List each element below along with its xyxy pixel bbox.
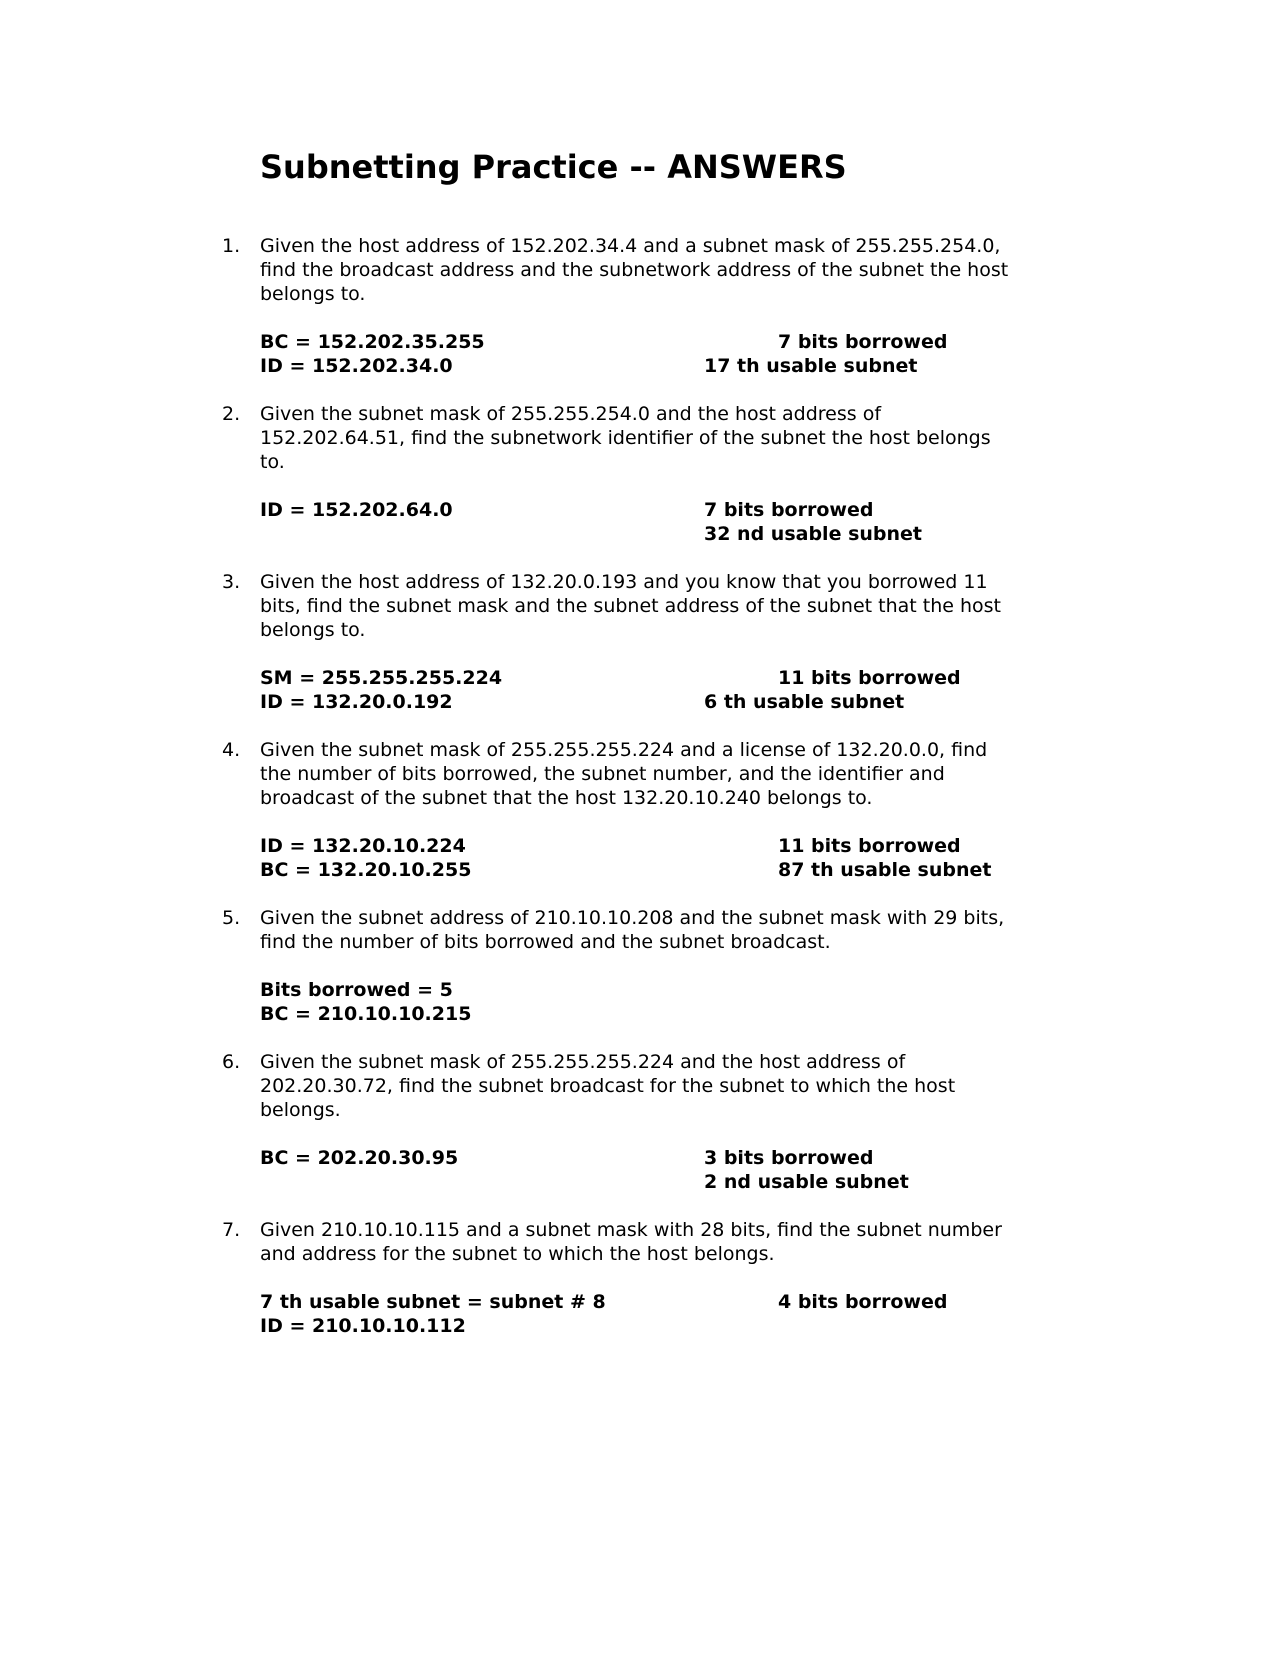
answer-bc: BC = 152.202.35.255 bbox=[260, 331, 485, 353]
question-line: Given 210.10.10.115 and a subnet mask with 28 bits, find the subnet number bbox=[260, 1219, 1002, 1241]
question-line: Given the host address of 152.202.34.4 and a subnet mask of 255.255.254.0, bbox=[260, 235, 1001, 257]
answer-usable-subnet: 7 th usable subnet = subnet # 8 bbox=[260, 1291, 606, 1313]
question-line: Given the subnet mask of 255.255.254.0 and the host address of bbox=[260, 403, 882, 425]
question-line: Given the host address of 132.20.0.193 and you know that you borrowed 11 bbox=[260, 571, 988, 593]
bits-borrowed: 7 bits borrowed bbox=[704, 499, 874, 521]
question-number: 2. bbox=[222, 403, 241, 425]
answer-bc: BC = 132.20.10.255 bbox=[260, 859, 472, 881]
question-text bbox=[260, 402, 991, 474]
question-text bbox=[260, 738, 987, 810]
answer-bc: BC = 210.10.10.215 bbox=[260, 1003, 472, 1025]
question-number: 3. bbox=[222, 571, 241, 593]
question-line: find the broadcast address and the subnetwork address of the subnet the host bbox=[260, 259, 1009, 281]
bits-borrowed: 11 bits borrowed bbox=[778, 667, 961, 689]
question-text bbox=[260, 906, 1004, 954]
bits-borrowed: 11 bits borrowed bbox=[778, 835, 961, 857]
question-line: to. bbox=[260, 451, 285, 473]
answer-bc: BC = 202.20.30.95 bbox=[260, 1147, 459, 1169]
answer-id: ID = 132.20.10.224 bbox=[260, 835, 466, 857]
bits-borrowed: 4 bits borrowed bbox=[778, 1291, 948, 1313]
question-line: the number of bits borrowed, the subnet number, and the identifier and bbox=[260, 763, 945, 785]
question-line: belongs. bbox=[260, 1099, 341, 1121]
answer-id: ID = 132.20.0.192 bbox=[260, 691, 453, 713]
question-line: 202.20.30.72, find the subnet broadcast for the subnet to which the host bbox=[260, 1075, 956, 1097]
question-line: Given the subnet address of 210.10.10.208 and the subnet mask with 29 bits, bbox=[260, 907, 1005, 929]
answer-bits-borrowed: Bits borrowed = 5 bbox=[260, 979, 453, 1001]
question-line: Given the subnet mask of 255.255.255.224 and the host address of bbox=[260, 1051, 906, 1073]
answer-id: ID = 152.202.34.0 bbox=[260, 355, 453, 377]
question-number: 7. bbox=[222, 1219, 241, 1241]
usable-subnet: 6 th usable subnet bbox=[704, 691, 905, 713]
question-text bbox=[260, 234, 1008, 306]
question-text bbox=[260, 1218, 1002, 1266]
answer-id: ID = 210.10.10.112 bbox=[260, 1315, 466, 1337]
question-line: bits, find the subnet mask and the subnet address of the subnet that the host bbox=[260, 595, 1001, 617]
usable-subnet: 32 nd usable subnet bbox=[704, 523, 922, 545]
bits-borrowed: 3 bits borrowed bbox=[704, 1147, 874, 1169]
question-number: 1. bbox=[222, 235, 241, 257]
question-line: Given the subnet mask of 255.255.255.224 and a license of 132.20.0.0, find bbox=[260, 739, 988, 761]
usable-subnet: 2 nd usable subnet bbox=[704, 1171, 909, 1193]
question-number: 6. bbox=[222, 1051, 241, 1073]
bits-borrowed: 7 bits borrowed bbox=[778, 331, 948, 353]
page-title: Subnetting Practice -- ANSWERS bbox=[260, 148, 847, 186]
question-line: belongs to. bbox=[260, 283, 366, 305]
usable-subnet: 87 th usable subnet bbox=[778, 859, 992, 881]
question-text bbox=[260, 1050, 955, 1122]
question-line: belongs to. bbox=[260, 619, 366, 641]
answer-sm: SM = 255.255.255.224 bbox=[260, 667, 503, 689]
answer-id: ID = 152.202.64.0 bbox=[260, 499, 453, 521]
question-line: find the number of bits borrowed and the subnet broadcast. bbox=[260, 931, 831, 953]
question-line: and address for the subnet to which the host belongs. bbox=[260, 1243, 775, 1265]
question-number: 4. bbox=[222, 739, 241, 761]
question-line: 152.202.64.51, find the subnetwork identifier of the subnet the host belongs bbox=[260, 427, 991, 449]
usable-subnet: 17 th usable subnet bbox=[704, 355, 918, 377]
question-number: 5. bbox=[222, 907, 241, 929]
question-text bbox=[260, 570, 1001, 642]
question-line: broadcast of the subnet that the host 132.20.10.240 belongs to. bbox=[260, 787, 873, 809]
